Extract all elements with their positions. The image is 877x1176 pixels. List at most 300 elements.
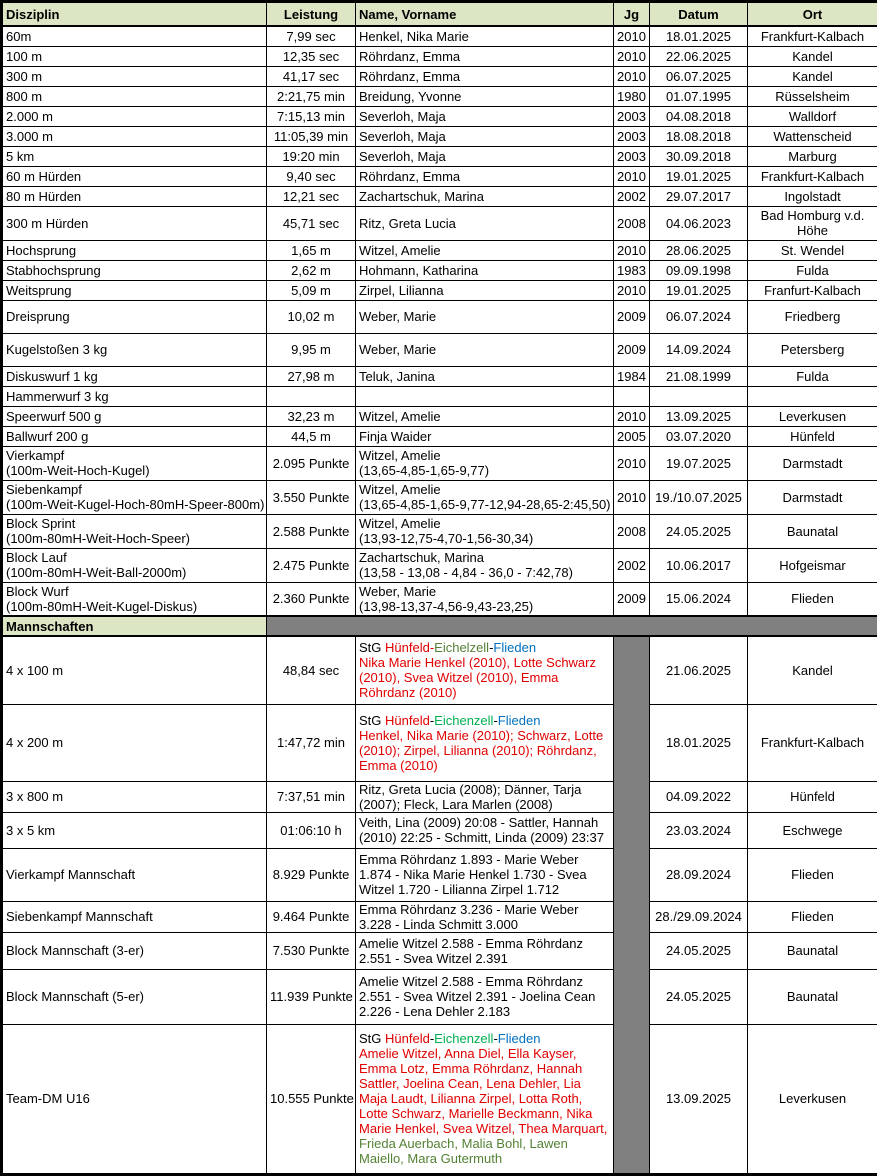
cell-name[interactable] — [356, 446, 614, 480]
cell-jg[interactable]: 2002 — [614, 548, 650, 582]
cell-ort[interactable]: Fulda — [748, 366, 877, 386]
cell-ort[interactable]: Kandel — [748, 66, 877, 86]
cell-text: 80 m Hürden — [6, 189, 81, 204]
cell-jg[interactable]: 1984 — [614, 366, 650, 386]
cell-name[interactable] — [356, 406, 614, 426]
section-band[interactable] — [267, 616, 877, 636]
cell-leistung[interactable]: 2.360 Punkte — [267, 582, 356, 616]
cell-ort[interactable]: Petersberg — [748, 333, 877, 366]
table-row — [2, 848, 877, 901]
cell-datum[interactable]: 24.05.2025 — [650, 969, 748, 1024]
cell-jg[interactable]: 2003 — [614, 146, 650, 166]
cell-leistung[interactable]: 44,5 m — [267, 426, 356, 446]
cell-text: Siebenkampf Mannschaft — [6, 909, 153, 924]
cell-datum[interactable]: 04.06.2023 — [650, 206, 748, 240]
name-text-segment: StG — [359, 640, 385, 655]
cell-name[interactable] — [356, 704, 614, 781]
name-text-segment: Hünfeld — [385, 1031, 430, 1046]
table-row — [2, 901, 877, 932]
cell-text: Röhrdanz, Emma — [359, 49, 460, 64]
cell-text: (13,98-13,37-4,56-9,43-23,25) — [359, 599, 533, 614]
name-text-segment: Amelie Witzel 2.588 - Emma Röhrdanz 2.551 - Svea Witzel 2.391 — [359, 936, 587, 966]
cell-name[interactable] — [356, 932, 614, 969]
cell-text: 300 m — [6, 69, 42, 84]
table-body — [2, 26, 877, 1174]
cell-jg[interactable]: 2010 — [614, 66, 650, 86]
cell-text: 800 m — [6, 89, 42, 104]
cell-text: Stabhochsprung — [6, 263, 101, 278]
cell-text: Hochsprung — [6, 243, 76, 258]
cell-datum[interactable]: 04.08.2018 — [650, 106, 748, 126]
cell-datum[interactable]: 21.08.1999 — [650, 366, 748, 386]
cell-disziplin[interactable] — [2, 969, 267, 1024]
name-text-segment: Henkel, Nika Marie (2010); Schwarz, Lotte (2010); Zirpel, Lilianna (2010); Röhrdanz, Emma (2010) — [359, 728, 607, 773]
cell-text: 2.000 m — [6, 109, 53, 124]
table-header — [2, 2, 877, 27]
table-row — [2, 300, 877, 333]
cell-text: (100m-80mH-Weit-Kugel-Diskus) — [6, 599, 197, 614]
table-row — [2, 66, 877, 86]
cell-text: (100m-80mH-Weit-Hoch-Speer) — [6, 531, 190, 546]
table-row — [2, 446, 877, 480]
cell-disziplin[interactable] — [2, 186, 267, 206]
cell-datum[interactable]: 19.01.2025 — [650, 166, 748, 186]
cell-disziplin[interactable] — [2, 106, 267, 126]
cell-text: (13,65-4,85-1,65-9,77) — [359, 463, 489, 478]
cell-name[interactable] — [356, 300, 614, 333]
cell-datum[interactable]: 29.07.2017 — [650, 186, 748, 206]
cell-ort[interactable]: Hünfeld — [748, 781, 877, 812]
cell-text: 60m — [6, 29, 31, 44]
cell-datum[interactable]: 18.01.2025 — [650, 26, 748, 46]
cell-disziplin[interactable] — [2, 704, 267, 781]
cell-disziplin[interactable] — [2, 901, 267, 932]
cell-text: Severloh, Maja — [359, 129, 446, 144]
cell-ort[interactable]: Eschwege — [748, 812, 877, 848]
cell-leistung[interactable]: 7,99 sec — [267, 26, 356, 46]
cell-disziplin[interactable] — [2, 582, 267, 616]
cell-leistung[interactable]: 2:21,75 min — [267, 86, 356, 106]
cell-ort[interactable]: Baunatal — [748, 514, 877, 548]
cell-jg[interactable]: 2009 — [614, 300, 650, 333]
section-header-row — [2, 616, 877, 636]
cell-leistung[interactable]: 9,95 m — [267, 333, 356, 366]
table-row — [2, 86, 877, 106]
cell-name[interactable] — [356, 186, 614, 206]
table-row — [2, 106, 877, 126]
cell-leistung[interactable]: 48,84 sec — [267, 636, 356, 704]
cell-text: Breidung, Yvonne — [359, 89, 461, 104]
cell-leistung[interactable]: 19:20 min — [267, 146, 356, 166]
name-text-segment: Veith, Lina (2009) 20:08 - Sattler, Hannah (2010) 22:25 - Schmitt, Linda (2009) 23:37 — [359, 815, 604, 845]
cell-jg[interactable]: 2005 — [614, 426, 650, 446]
cell-text: Zachartschuk, Marina — [359, 189, 484, 204]
cell-datum[interactable]: 18.01.2025 — [650, 704, 748, 781]
cell-text: Siebenkampf — [6, 482, 82, 497]
cell-text: 300 m Hürden — [6, 216, 88, 231]
cell-text: Ritz, Greta Lucia — [359, 216, 456, 231]
cell-jg[interactable]: 2010 — [614, 406, 650, 426]
cell-text: Kugelstoßen 3 kg — [6, 342, 107, 357]
cell-disziplin[interactable] — [2, 46, 267, 66]
cell-leistung[interactable]: 9,40 sec — [267, 166, 356, 186]
cell-leistung[interactable]: 27,98 m — [267, 366, 356, 386]
table-row — [2, 426, 877, 446]
cell-jg[interactable]: 1983 — [614, 260, 650, 280]
cell-leistung[interactable]: 7:37,51 min — [267, 781, 356, 812]
cell-name[interactable] — [356, 636, 614, 704]
cell-disziplin[interactable] — [2, 548, 267, 582]
cell-leistung[interactable]: 10.555 Punkte — [267, 1024, 356, 1174]
cell-disziplin[interactable] — [2, 366, 267, 386]
table-row — [2, 186, 877, 206]
table-row — [2, 366, 877, 386]
cell-ort[interactable]: Wattenscheid — [748, 126, 877, 146]
cell-ort[interactable]: Baunatal — [748, 969, 877, 1024]
cell-disziplin[interactable] — [2, 240, 267, 260]
cell-text: Speerwurf 500 g — [6, 409, 101, 424]
cell-text: (100m-Weit-Kugel-Hoch-80mH-Speer-800m) — [6, 497, 264, 512]
cell-leistung[interactable]: 2.095 Punkte — [267, 446, 356, 480]
name-text-segment: Amelie Witzel 2.588 - Emma Röhrdanz 2.551 - Svea Witzel 2.391 - Joelina Cean 2.226 - Lena Dehler 2.183 — [359, 974, 599, 1019]
cell-text: 3 x 5 km — [6, 823, 55, 838]
cell-disziplin[interactable] — [2, 126, 267, 146]
cell-datum[interactable]: 04.09.2022 — [650, 781, 748, 812]
cell-leistung[interactable]: 11:05,39 min — [267, 126, 356, 146]
cell-disziplin[interactable] — [2, 636, 267, 704]
table-row — [2, 333, 877, 366]
name-text-segment: StG — [359, 1031, 385, 1046]
cell-ort[interactable]: Fulda — [748, 260, 877, 280]
cell-datum[interactable]: 19./10.07.2025 — [650, 480, 748, 514]
cell-ort[interactable]: Flieden — [748, 901, 877, 932]
cell-datum[interactable]: 22.06.2025 — [650, 46, 748, 66]
cell-datum[interactable]: 18.08.2018 — [650, 126, 748, 146]
cell-name[interactable] — [356, 126, 614, 146]
cell-text: (13,93-12,75-4,70-1,56-30,34) — [359, 531, 533, 546]
cell-text: Zirpel, Lilianna — [359, 283, 444, 298]
cell-disziplin[interactable] — [2, 781, 267, 812]
cell-text: Vierkampf — [6, 448, 64, 463]
cell-ort[interactable]: Darmstadt — [748, 446, 877, 480]
cell-leistung[interactable]: 3.550 Punkte — [267, 480, 356, 514]
cell-text: Hohmann, Katharina — [359, 263, 478, 278]
cell-jg[interactable]: 2010 — [614, 446, 650, 480]
col-header-leistung[interactable]: Leistung — [267, 2, 356, 27]
cell-datum[interactable]: 14.09.2024 — [650, 333, 748, 366]
cell-text: Team-DM U16 — [6, 1091, 90, 1106]
header-row — [2, 2, 877, 27]
table-row — [2, 969, 877, 1024]
cell-datum[interactable] — [650, 386, 748, 406]
cell-text: Röhrdanz, Emma — [359, 69, 460, 84]
name-text-segment: Flieden — [498, 713, 541, 728]
cell-leistung[interactable]: 7.530 Punkte — [267, 932, 356, 969]
cell-name[interactable] — [356, 46, 614, 66]
cell-ort[interactable] — [748, 386, 877, 406]
cell-text: Witzel, Amelie — [359, 409, 441, 424]
cell-text: Teluk, Janina — [359, 369, 435, 384]
cell-datum[interactable]: 30.09.2018 — [650, 146, 748, 166]
cell-disziplin[interactable] — [2, 260, 267, 280]
cell-leistung[interactable]: 5,09 m — [267, 280, 356, 300]
cell-leistung[interactable]: 2.475 Punkte — [267, 548, 356, 582]
cell-leistung[interactable]: 45,71 sec — [267, 206, 356, 240]
cell-name[interactable] — [356, 386, 614, 406]
cell-disziplin[interactable] — [2, 932, 267, 969]
table-row — [2, 46, 877, 66]
cell-disziplin[interactable] — [2, 426, 267, 446]
cell-jg[interactable]: 2008 — [614, 206, 650, 240]
cell-jg[interactable]: 1980 — [614, 86, 650, 106]
cell-datum[interactable]: 13.09.2025 — [650, 1024, 748, 1174]
table-row — [2, 206, 877, 240]
cell-datum[interactable]: 24.05.2025 — [650, 514, 748, 548]
cell-text: 100 m — [6, 49, 42, 64]
cell-ort[interactable]: Marburg — [748, 146, 877, 166]
cell-disziplin[interactable] — [2, 26, 267, 46]
cell-leistung[interactable]: 9.464 Punkte — [267, 901, 356, 932]
cell-name[interactable] — [356, 548, 614, 582]
name-text-segment: Amelie Witzel, Anna Diel, Ella Kayser, Emma Lotz, Emma Röhrdanz, Hannah Sattler, Joelina Cean, Lena Dehler, Lia Maja Laudt, Lilianna Zirpel, Lotta Roth, Lotte Schwarz, Marielle Beckmann, Nika Marie Henkel, Svea Witzel, Thea Marquart, — [359, 1046, 611, 1136]
cell-datum[interactable]: 03.07.2020 — [650, 426, 748, 446]
cell-jg[interactable]: 2010 — [614, 46, 650, 66]
cell-jg[interactable]: 2010 — [614, 166, 650, 186]
cell-name[interactable] — [356, 366, 614, 386]
table-row — [2, 240, 877, 260]
cell-name[interactable] — [356, 260, 614, 280]
cell-leistung[interactable]: 2,62 m — [267, 260, 356, 280]
name-text-segment: Hünfeld — [385, 713, 430, 728]
cell-text: Block Mannschaft (3-er) — [6, 943, 144, 958]
cell-jg[interactable]: 2010 — [614, 26, 650, 46]
cell-name[interactable] — [356, 106, 614, 126]
cell-jg[interactable]: 2009 — [614, 582, 650, 616]
cell-disziplin[interactable] — [2, 86, 267, 106]
cell-leistung[interactable]: 12,35 sec — [267, 46, 356, 66]
cell-name[interactable] — [356, 26, 614, 46]
cell-text: Severloh, Maja — [359, 149, 446, 164]
cell-ort[interactable]: Kandel — [748, 46, 877, 66]
cell-ort[interactable]: Flieden — [748, 582, 877, 616]
cell-leistung[interactable]: 8.929 Punkte — [267, 848, 356, 901]
name-text-segment: Eichelzell — [434, 640, 489, 655]
cell-name[interactable] — [356, 333, 614, 366]
cell-disziplin[interactable] — [2, 1024, 267, 1174]
cell-name[interactable] — [356, 848, 614, 901]
cell-jg[interactable]: 2008 — [614, 514, 650, 548]
cell-disziplin[interactable] — [2, 446, 267, 480]
cell-ort[interactable]: Frankfurt-Kalbach — [748, 704, 877, 781]
cell-ort[interactable]: Flieden — [748, 848, 877, 901]
cell-name[interactable] — [356, 280, 614, 300]
cell-disziplin[interactable] — [2, 66, 267, 86]
cell-name[interactable] — [356, 146, 614, 166]
name-text-segment: Eichenzell — [434, 1031, 493, 1046]
cell-disziplin[interactable] — [2, 206, 267, 240]
cell-text: Block Sprint — [6, 516, 75, 531]
table-row — [2, 548, 877, 582]
cell-name[interactable] — [356, 901, 614, 932]
cell-disziplin[interactable] — [2, 812, 267, 848]
cell-text: Röhrdanz, Emma — [359, 169, 460, 184]
section-label[interactable]: Mannschaften — [2, 616, 267, 636]
cell-leistung[interactable]: 32,23 m — [267, 406, 356, 426]
cell-disziplin[interactable] — [2, 280, 267, 300]
cell-jg[interactable]: 2010 — [614, 240, 650, 260]
table-row — [2, 126, 877, 146]
cell-datum[interactable]: 06.07.2025 — [650, 66, 748, 86]
cell-datum[interactable]: 06.07.2024 — [650, 300, 748, 333]
cell-ort[interactable]: Hofgeismar — [748, 548, 877, 582]
table-row — [2, 260, 877, 280]
table-row — [2, 386, 877, 406]
cell-datum[interactable]: 28./29.09.2024 — [650, 901, 748, 932]
cell-name[interactable] — [356, 166, 614, 186]
cell-jg[interactable]: 2010 — [614, 280, 650, 300]
cell-name[interactable] — [356, 969, 614, 1024]
cell-name[interactable] — [356, 781, 614, 812]
cell-datum[interactable]: 21.06.2025 — [650, 636, 748, 704]
col-header-disziplin[interactable]: Disziplin — [2, 2, 267, 27]
col-header-ort[interactable]: Ort — [748, 2, 877, 27]
cell-datum[interactable]: 28.09.2024 — [650, 848, 748, 901]
cell-leistung[interactable]: 10,02 m — [267, 300, 356, 333]
cell-text: Witzel, Amelie — [359, 482, 441, 497]
cell-text: Witzel, Amelie — [359, 448, 441, 463]
cell-text: Finja Waider — [359, 429, 431, 444]
cell-ort[interactable]: Franfurt-Kalbach — [748, 280, 877, 300]
table-row — [2, 781, 877, 812]
table-row — [2, 1024, 877, 1174]
cell-ort[interactable]: Walldorf — [748, 106, 877, 126]
cell-datum[interactable]: 13.09.2025 — [650, 406, 748, 426]
table-row — [2, 582, 877, 616]
cell-name[interactable] — [356, 812, 614, 848]
name-text-segment: Nika Marie Henkel (2010), Lotte Schwarz (2010), Svea Witzel (2010), Emma Röhrdanz (2010) — [359, 655, 600, 700]
cell-datum[interactable]: 09.09.1998 — [650, 260, 748, 280]
table-row — [2, 166, 877, 186]
cell-jg[interactable]: 2010 — [614, 480, 650, 514]
cell-ort[interactable]: Frankfurt-Kalbach — [748, 26, 877, 46]
cell-disziplin[interactable] — [2, 333, 267, 366]
cell-datum[interactable]: 19.01.2025 — [650, 280, 748, 300]
cell-name[interactable] — [356, 582, 614, 616]
col-header-name[interactable]: Name, Vorname — [356, 2, 614, 27]
cell-ort[interactable]: Bad Homburg v.d. Höhe — [748, 206, 877, 240]
name-text-segment: Frieda Auerbach, Malia Bohl, Lawen Maiello, Mara Gutermuth — [359, 1136, 571, 1166]
cell-datum[interactable]: 23.03.2024 — [650, 812, 748, 848]
table-row — [2, 812, 877, 848]
cell-text: Weber, Marie — [359, 309, 436, 324]
cell-name[interactable] — [356, 480, 614, 514]
cell-leistung[interactable]: 41,17 sec — [267, 66, 356, 86]
cell-leistung[interactable] — [267, 386, 356, 406]
cell-name[interactable] — [356, 240, 614, 260]
cell-leistung[interactable]: 2.588 Punkte — [267, 514, 356, 548]
cell-name[interactable] — [356, 206, 614, 240]
cell-text: Ballwurf 200 g — [6, 429, 88, 444]
cell-leistung[interactable]: 11.939 Punkte — [267, 969, 356, 1024]
cell-text: (100m-80mH-Weit-Ball-2000m) — [6, 565, 186, 580]
cell-ort[interactable]: Hünfeld — [748, 426, 877, 446]
cell-name[interactable] — [356, 1024, 614, 1174]
cell-leistung[interactable]: 7:15,13 min — [267, 106, 356, 126]
cell-ort[interactable]: Friedberg — [748, 300, 877, 333]
cell-jg[interactable]: 2002 — [614, 186, 650, 206]
table-row — [2, 636, 877, 704]
cell-jg[interactable]: 2009 — [614, 333, 650, 366]
name-text-segment: Eichenzell — [434, 713, 493, 728]
cell-text: Block Wurf — [6, 584, 69, 599]
cell-datum[interactable]: 28.06.2025 — [650, 240, 748, 260]
col-header-datum[interactable]: Datum — [650, 2, 748, 27]
cell-text: Hammerwurf 3 kg — [6, 389, 109, 404]
cell-text: (13,65-4,85-1,65-9,77-12,94-28,65-2:45,50) — [359, 497, 611, 512]
cell-ort[interactable]: Darmstadt — [748, 480, 877, 514]
cell-disziplin[interactable] — [2, 514, 267, 548]
name-text-segment: Flieden — [493, 640, 536, 655]
cell-datum[interactable]: 10.06.2017 — [650, 548, 748, 582]
cell-ort[interactable]: Leverkusen — [748, 406, 877, 426]
cell-disziplin[interactable] — [2, 300, 267, 333]
cell-disziplin[interactable] — [2, 848, 267, 901]
name-text-segment: Emma Röhrdanz 1.893 - Marie Weber 1.874 - Nika Marie Henkel 1.730 - Svea Witzel 1.720 - Lilianna Zirpel 1.712 — [359, 852, 590, 897]
cell-datum[interactable]: 24.05.2025 — [650, 932, 748, 969]
table-row — [2, 932, 877, 969]
cell-disziplin[interactable] — [2, 480, 267, 514]
table-row — [2, 704, 877, 781]
cell-leistung[interactable]: 1:47,72 min — [267, 704, 356, 781]
cell-jg[interactable]: 2003 — [614, 126, 650, 146]
cell-disziplin[interactable] — [2, 146, 267, 166]
table-row — [2, 480, 877, 514]
cell-text: Block Lauf — [6, 550, 67, 565]
cell-datum[interactable]: 01.07.1995 — [650, 86, 748, 106]
col-header-jg[interactable]: Jg — [614, 2, 650, 27]
name-text-segment: Hünfeld- — [385, 640, 434, 655]
cell-jg[interactable] — [614, 386, 650, 406]
cell-name[interactable] — [356, 426, 614, 446]
cell-ort[interactable]: Rüsselsheim — [748, 86, 877, 106]
cell-ort[interactable]: Frankfurt-Kalbach — [748, 166, 877, 186]
cell-disziplin[interactable] — [2, 386, 267, 406]
cell-ort[interactable]: Leverkusen — [748, 1024, 877, 1174]
cell-disziplin[interactable] — [2, 166, 267, 186]
cell-datum[interactable]: 15.06.2024 — [650, 582, 748, 616]
name-text-segment: Emma Röhrdanz 3.236 - Marie Weber 3.228 - Linda Schmitt 3.000 — [359, 902, 582, 932]
cell-ort[interactable]: Baunatal — [748, 932, 877, 969]
cell-leistung[interactable]: 1,65 m — [267, 240, 356, 260]
cell-ort[interactable]: Kandel — [748, 636, 877, 704]
cell-name[interactable] — [356, 514, 614, 548]
jg-gray-strip[interactable] — [614, 636, 650, 1174]
table-row — [2, 280, 877, 300]
cell-text: Weber, Marie — [359, 342, 436, 357]
cell-ort[interactable]: Ingolstadt — [748, 186, 877, 206]
cell-text: Dreisprung — [6, 309, 70, 324]
cell-text: Weitsprung — [6, 283, 72, 298]
cell-datum[interactable]: 19.07.2025 — [650, 446, 748, 480]
cell-name[interactable] — [356, 86, 614, 106]
cell-ort[interactable]: St. Wendel — [748, 240, 877, 260]
cell-jg[interactable]: 2003 — [614, 106, 650, 126]
cell-disziplin[interactable] — [2, 406, 267, 426]
cell-text: Witzel, Amelie — [359, 243, 441, 258]
cell-leistung[interactable]: 12,21 sec — [267, 186, 356, 206]
cell-leistung[interactable]: 01:06:10 h — [267, 812, 356, 848]
cell-name[interactable] — [356, 66, 614, 86]
